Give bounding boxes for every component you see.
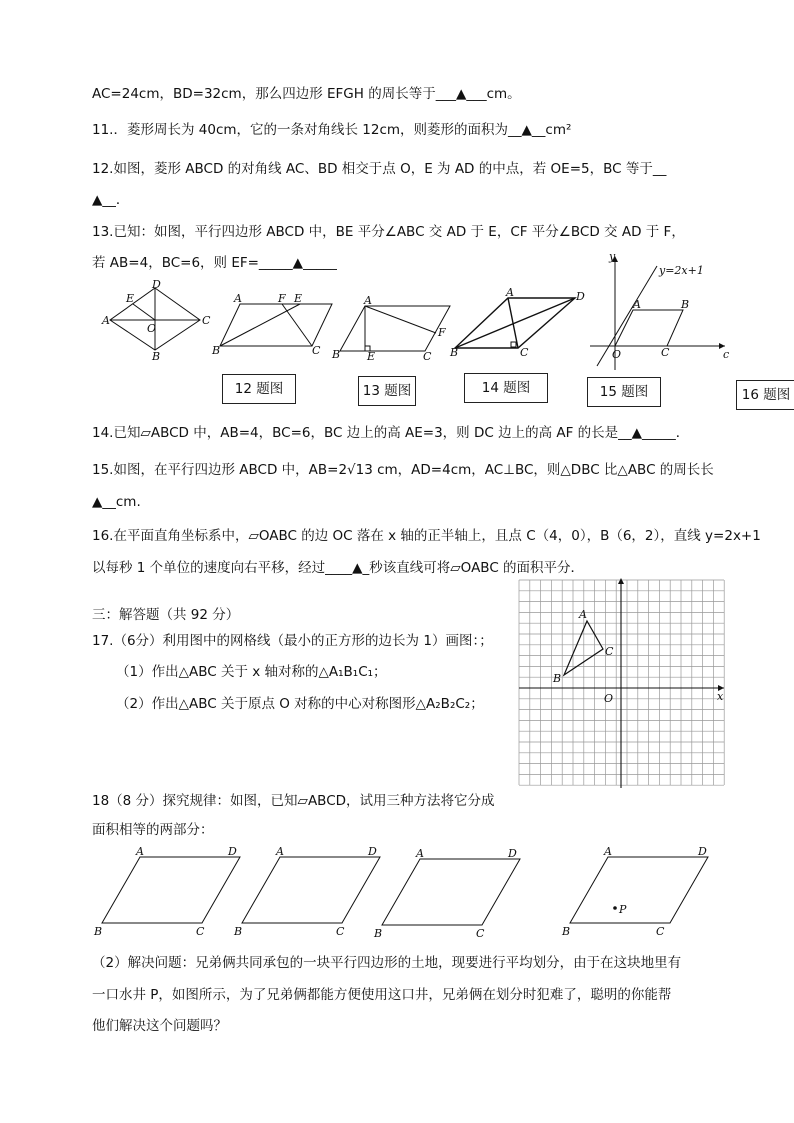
figure-18-parallelogram-2 xyxy=(232,845,392,938)
line-q10-end: AC=24cm，BD=32cm，那么四边形 EFGH 的周长等于___▲___cm。 xyxy=(92,86,521,102)
figure-13-parallelogram xyxy=(212,292,337,357)
section-3-heading: 三：解答题（共 92 分） xyxy=(92,607,240,623)
svg-text:C: C xyxy=(520,346,529,359)
svg-text:D: D xyxy=(508,847,517,860)
question-16-line2: 以每秒 1 个单位的速度向右平移，经过____▲_秒该直线可将▱OABC 的面积平分． xyxy=(92,560,585,576)
question-18-line2: 面积相等的两部分： xyxy=(92,822,214,838)
svg-text:c: c xyxy=(723,348,730,361)
question-13-line1: 13.已知：如图，平行四边形 ABCD 中，BE 平分∠ABC 交 AD 于 E，CF 平分∠BCD 交 AD 于 F， xyxy=(92,224,685,240)
svg-text:C: C xyxy=(476,927,485,940)
svg-text:B: B xyxy=(234,925,243,938)
svg-text:O: O xyxy=(147,322,157,335)
figure-15-parallelogram xyxy=(450,286,590,360)
caption-fig-12: 12 题图 xyxy=(222,374,296,404)
svg-text:B: B xyxy=(374,927,383,940)
svg-text:A: A xyxy=(579,608,587,621)
question-17: 17.（6分）利用图中的网格线（最小的正方形的边长为 1）画图：； xyxy=(92,633,493,649)
caption-fig-15: 15 题图 xyxy=(587,377,661,407)
svg-text:E: E xyxy=(294,292,303,305)
svg-text:A: A xyxy=(416,847,424,860)
svg-text:D: D xyxy=(368,845,377,858)
svg-text:B: B xyxy=(553,672,562,685)
svg-text:C: C xyxy=(423,350,432,363)
svg-text:D: D xyxy=(698,845,707,858)
svg-text:A: A xyxy=(234,292,242,305)
svg-text:y: y xyxy=(609,250,616,263)
figure-18-parallelogram-well xyxy=(560,845,720,938)
caption-fig-14: 14 题图 xyxy=(464,373,548,403)
question-15-line2: ▲__cm. xyxy=(92,494,141,510)
line-equation-label: y=2x+1 xyxy=(659,264,704,277)
svg-text:C: C xyxy=(196,925,205,938)
figure-18-parallelogram-1 xyxy=(92,845,252,938)
question-16-line1: 16.在平面直角坐标系中，▱OABC 的边 OC 落在 x 轴的正半轴上，且点 C（4，0），B（6，2），直线 y=2x+1 xyxy=(92,528,761,544)
svg-text:D: D xyxy=(228,845,237,858)
svg-text:B: B xyxy=(562,925,571,938)
svg-text:F: F xyxy=(438,326,446,339)
svg-text:D: D xyxy=(152,278,161,291)
svg-text:C: C xyxy=(202,314,211,327)
question-17-part1: （1）作出△ABC 关于 x 轴对称的△A₁B₁C₁； xyxy=(116,664,387,680)
figure-17-grid xyxy=(519,580,724,790)
svg-text:E: E xyxy=(126,292,135,305)
figure-14-parallelogram xyxy=(330,296,455,361)
svg-text:B: B xyxy=(152,350,161,363)
svg-text:A: A xyxy=(364,294,372,307)
svg-text:E: E xyxy=(367,350,376,363)
figure-18-parallelogram-3 xyxy=(372,847,532,940)
caption-fig-16: 16 题图 xyxy=(736,380,794,410)
question-13-line2: 若 AB=4，BC=6，则 EF=_____▲_____ xyxy=(92,255,337,271)
svg-text:F: F xyxy=(278,292,286,305)
svg-text:B: B xyxy=(94,925,103,938)
question-18-part2-line1: （2）解决问题：兄弟俩共同承包的一块平行四边形的土地，现要进行平均划分，由于在这块地里有 xyxy=(92,955,682,971)
question-11: 11.．菱形周长为 40cm，它的一条对角线长 12cm，则菱形的面积为__▲__cm² xyxy=(92,122,572,138)
svg-text:O: O xyxy=(604,692,614,705)
svg-text:B: B xyxy=(332,348,341,361)
svg-text:P: P xyxy=(619,903,627,916)
svg-text:B: B xyxy=(212,344,221,357)
figure-12-rhombus xyxy=(100,278,211,363)
svg-text:B: B xyxy=(450,346,459,359)
svg-text:A: A xyxy=(633,298,641,311)
svg-text:O: O xyxy=(612,348,622,361)
svg-text:C: C xyxy=(656,925,665,938)
svg-text:A: A xyxy=(276,845,284,858)
svg-text:A: A xyxy=(604,845,612,858)
question-18-line1: 18（8 分）探究规律：如图，已知▱ABCD，试用三种方法将它分成 xyxy=(92,793,495,809)
svg-text:C: C xyxy=(605,645,614,658)
caption-fig-13: 13 题图 xyxy=(358,376,416,406)
question-15-line1: 15.如图，在平行四边形 ABCD 中，AB=2√13 cm，AD=4cm，AC⊥BC，则△DBC 比△ABC 的周长长 xyxy=(92,462,714,478)
svg-text:C: C xyxy=(661,346,670,359)
question-17-part2: （2）作出△ABC 关于原点 O 对称的中心对称图形△A₂B₂C₂； xyxy=(116,696,484,712)
svg-text:A: A xyxy=(136,845,144,858)
svg-text:A: A xyxy=(506,286,514,299)
question-12-line2: ▲__． xyxy=(92,192,130,208)
svg-text:C: C xyxy=(312,344,321,357)
svg-text:x: x xyxy=(717,690,724,703)
figure-16-coordinate-plane xyxy=(585,252,735,372)
svg-text:B: B xyxy=(681,298,690,311)
svg-text:C: C xyxy=(336,925,345,938)
question-14: 14.已知▱ABCD 中，AB=4，BC=6，BC 边上的高 AE=3，则 DC 边上的高 AF 的长是__▲_____． xyxy=(92,425,690,441)
question-18-part2-line2: 一口水井 P，如图所示，为了兄弟俩都能方便使用这口井，兄弟俩在划分时犯难了，聪明的你能帮 xyxy=(92,987,672,1003)
svg-text:D: D xyxy=(576,290,585,303)
svg-text:A: A xyxy=(102,314,110,327)
question-18-part2-line3: 他们解决这个问题吗？ xyxy=(92,1018,227,1034)
question-12-line1: 12.如图，菱形 ABCD 的对角线 AC、BD 相交于点 O，E 为 AD 的中点，若 OE=5，BC 等于__ xyxy=(92,161,667,177)
